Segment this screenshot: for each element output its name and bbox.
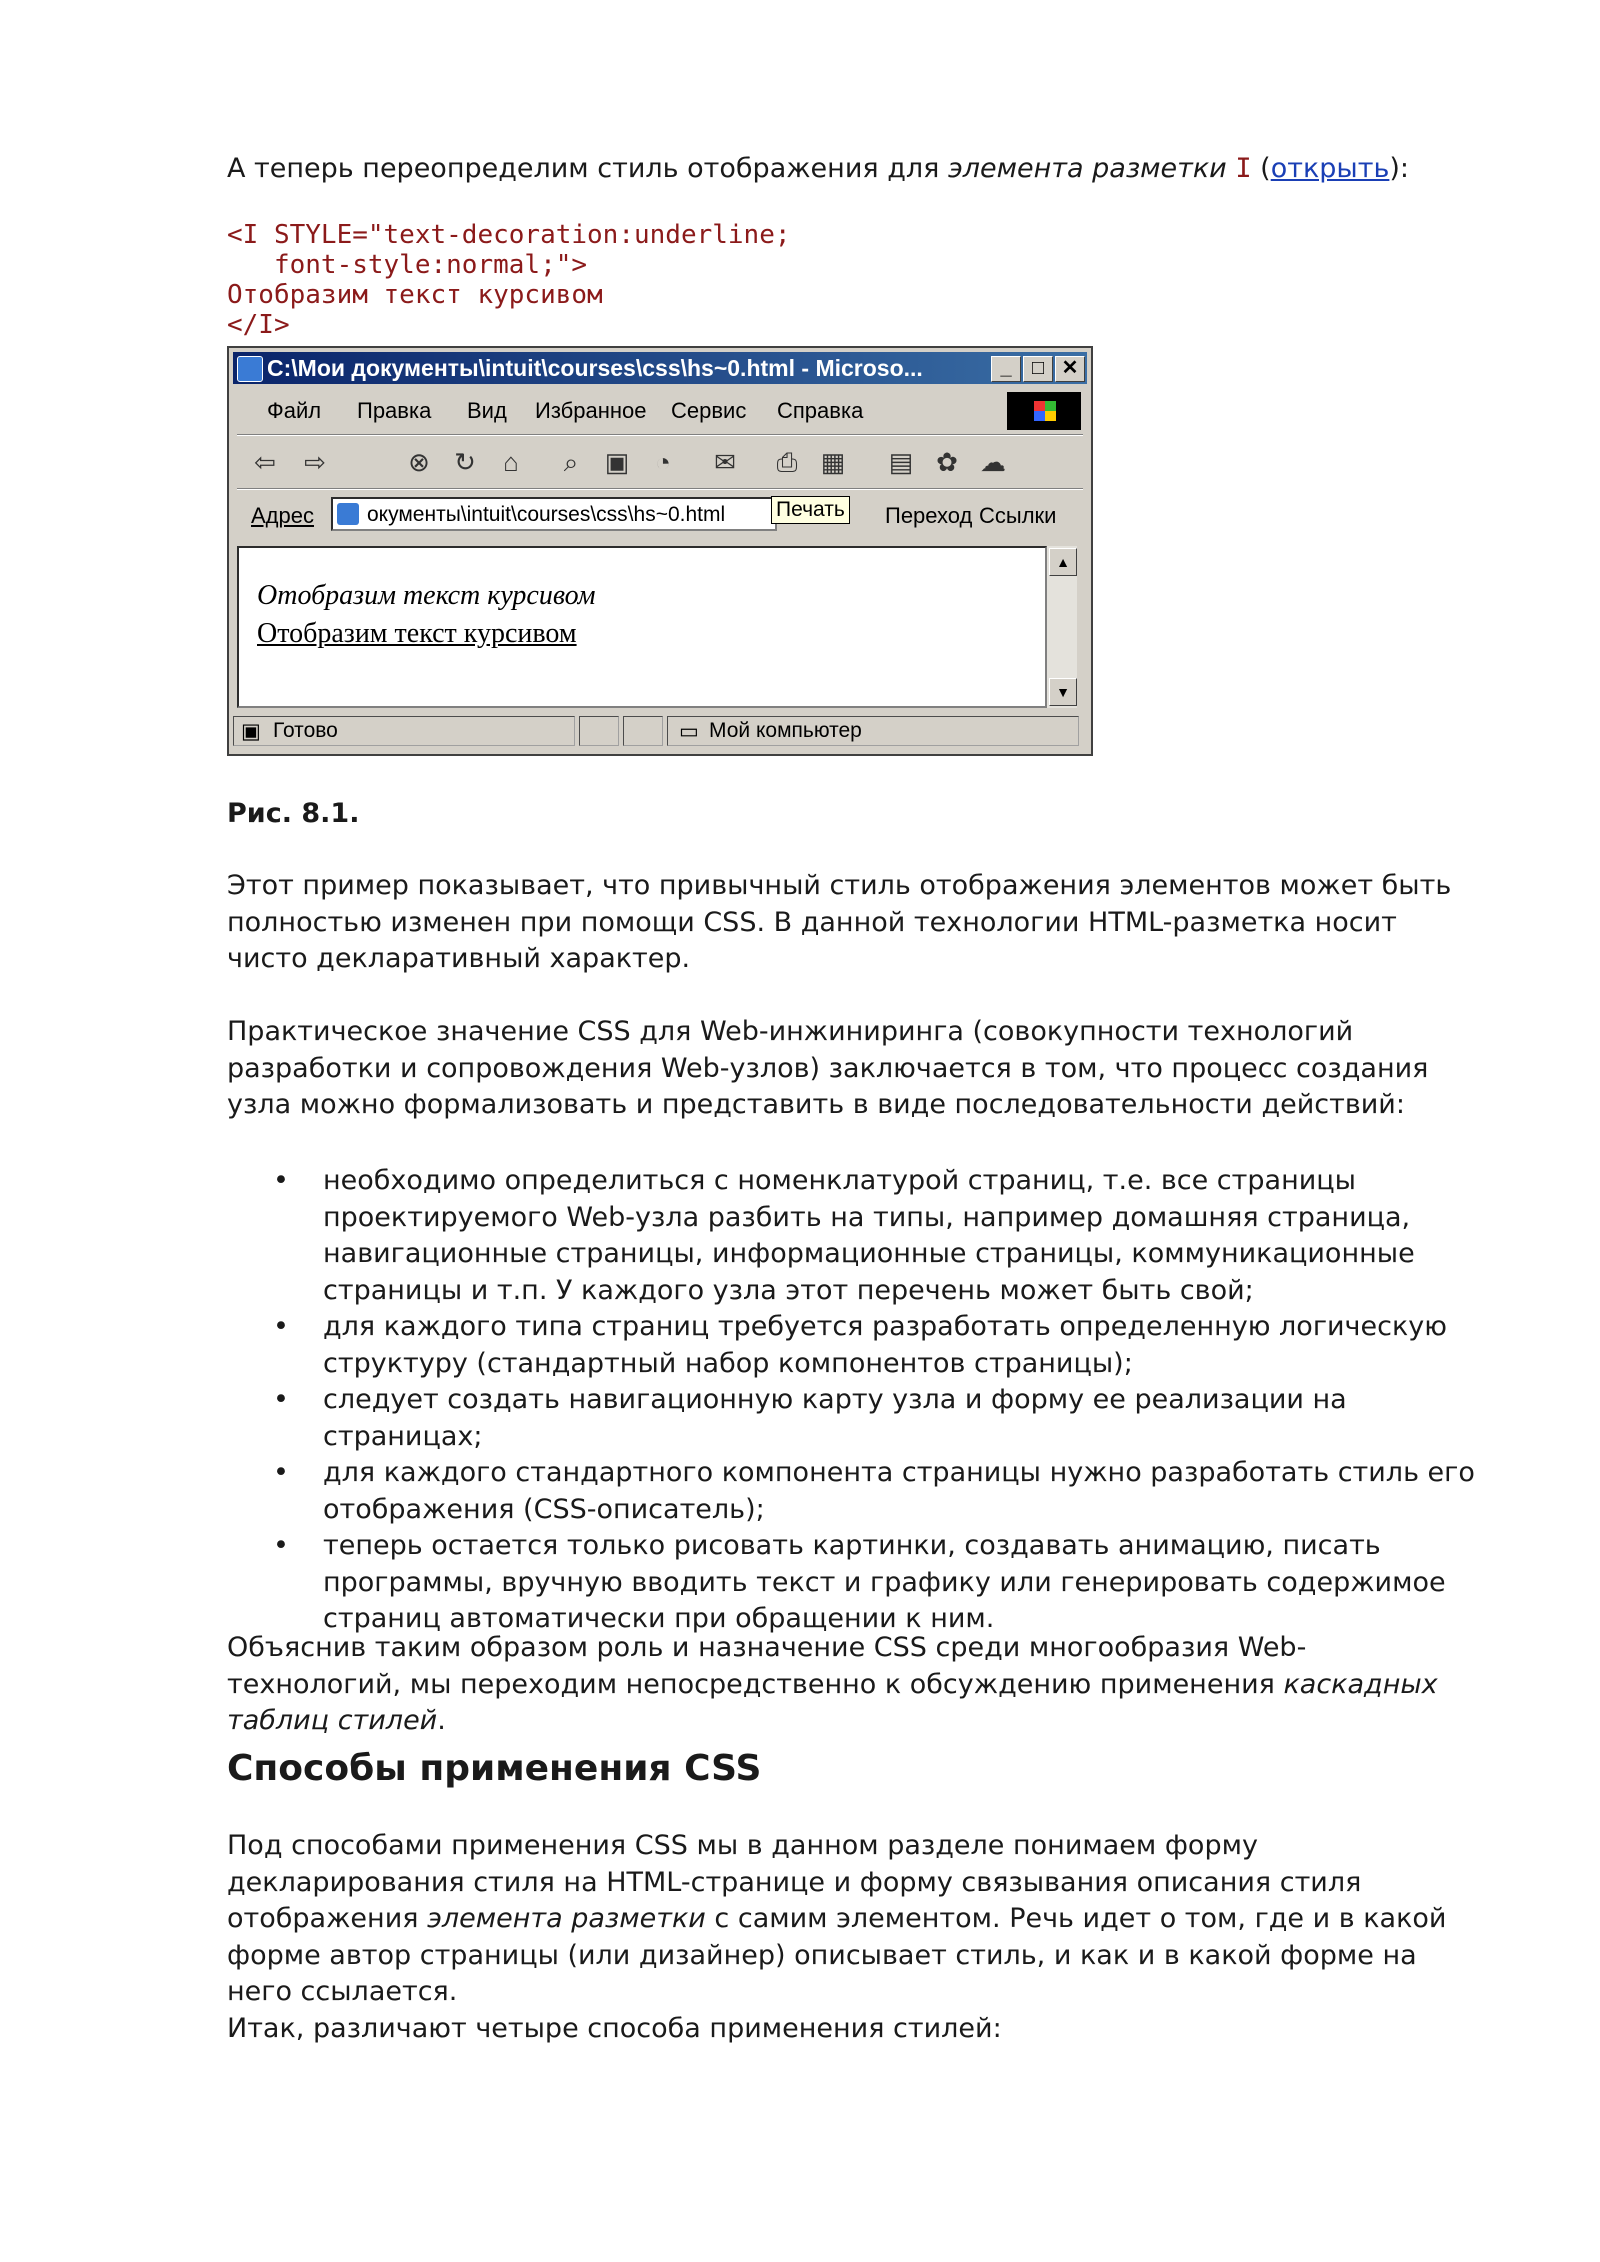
title-bar [233,352,1087,384]
content-underlined-line: Отобразим текст курсивом [257,618,577,649]
messenger-icon[interactable]: ✿ [936,447,958,477]
paragraph-4-end: с самим элементом. Речь идет о том, где и в какой форме автор страницы (или дизайнер) описывает стиль, и как и в какой форме на него ссылается. [227,1903,1447,2007]
divider [237,434,1083,436]
paragraph-1: Этот пример показывает, что привычный стиль отображения элементов может быть полностью изменен при помощи CSS. В данной технологии HTML-разметка носит чисто декларативный характер. [227,870,1452,974]
ie-icon [237,356,263,382]
list-item-text: для каждого типа страниц требуется разработать определенную логическую структуру (стандартный набор компонентов страницы); [323,1311,1447,1379]
favorites-icon[interactable]: ▣ [604,447,630,477]
refresh-icon[interactable]: ↻ [454,447,476,477]
menu-favorites[interactable]: Избранное [535,398,647,423]
bullet-icon: • [273,1530,289,1561]
links-button[interactable]: Ссылки [979,503,1057,528]
code-line: </I> [227,310,290,340]
chat-icon[interactable]: ☁ [980,447,1006,477]
list-item-text: следует создать навигационную карту узла и форму ее реализации на страницах; [323,1384,1347,1452]
search-icon[interactable]: ⌕ [563,447,579,477]
menu-tools[interactable]: Сервис [671,398,747,423]
intro-paren: ( [1251,153,1271,184]
history-icon[interactable]: ◔ [655,447,671,477]
scroll-down-icon[interactable]: ▼ [1049,678,1077,706]
minimize-button[interactable]: _ [991,356,1021,382]
code-line: Отобразим текст курсивом [227,280,603,310]
windows-logo-icon [1007,392,1081,430]
print-tooltip: Печать [771,496,850,524]
status-icon: ▣ [241,720,261,743]
status-text: Готово [273,719,338,742]
paragraph-4-text: Под способами применения CSS мы в данном разделе понимаем форму декларирования стиля на HTML-странице и форму связывания описания стиля отображения [227,1830,1362,1934]
address-value: окументы\intuit\courses\css\hs~0.html [367,503,726,526]
status-cell [579,716,619,746]
paragraph-3-text: Объяснив таким образом роль и назначение CSS среди многообразия Web-технологий, мы переходим непосредственно к обсуждению применения [227,1632,1307,1700]
forward-arrow-icon[interactable]: ⇨ [304,447,326,477]
browser-content [237,546,1047,708]
list-item [227,1455,1477,1528]
zone-text: Мой компьютер [709,719,862,742]
menu-view[interactable]: Вид [467,398,507,423]
paragraph-3-end: . [437,1705,446,1736]
intro-italic-term: элемента разметки [947,153,1227,184]
menu-help[interactable]: Справка [777,398,864,423]
figure-caption: Рис. 8.1. [227,798,360,829]
steps-list [227,1163,1477,1638]
section-heading: Способы применения CSS [227,1748,762,1789]
code-block [227,220,791,340]
intro-paragraph [227,151,1477,188]
scroll-up-icon[interactable]: ▲ [1049,548,1077,576]
print-icon[interactable]: ⎙ [776,447,798,477]
paragraph-4 [227,1828,1477,2011]
paragraph-3 [227,1630,1477,1740]
paragraph-3-italic: каскадных таблиц стилей [227,1668,1438,1736]
list-item [227,1309,1477,1382]
paragraph-2: Практическое значение CSS для Web-инжиниринга (совокупности технологий разработки и сопровождения Web-узлов) заключается в том, что процесс создания узла можно формализовать и представить в виде последовательности действий: [227,1016,1429,1120]
code-line: font-style:normal;"> [227,250,588,280]
edit-icon[interactable]: ▦ [820,447,846,477]
browser-window [227,346,1093,756]
intro-text: А теперь переопределим стиль отображения для [227,153,948,184]
bullet-icon: • [273,1457,289,1488]
bullet-icon: • [273,1165,289,1196]
status-cell [623,716,663,746]
bullet-icon: • [273,1384,289,1415]
page-icon [337,503,359,525]
paragraph-5: Итак, различают четыре способа применения стилей: [227,2013,1002,2044]
divider [237,488,1083,490]
content-italic-line: Отобразим текст курсивом [257,580,596,611]
code-line: <I STYLE="text-decoration:underline; [227,220,791,250]
intro-code-tag: I [1235,153,1252,184]
list-item-text: для каждого стандартного компонента страницы нужно разработать стиль его отображения (CSS-описатель); [323,1457,1475,1525]
menu-bar [237,390,1083,430]
computer-icon: ▭ [679,720,699,743]
stop-icon[interactable]: ⊗ [408,447,430,477]
list-item-text: теперь остается только рисовать картинки, создавать анимацию, писать программы, вручную вводить текст и графику или генерировать содержимое страниц автоматически при обращении к ним. [323,1530,1446,1634]
scrollbar[interactable] [1047,546,1077,708]
go-button[interactable]: Переход [885,503,973,528]
close-button[interactable]: ✕ [1055,356,1085,382]
list-item [227,1163,1477,1309]
list-item-text: необходимо определиться с номенклатурой страниц, т.е. все страницы проектируемого Web-узла разбить на типы, например домашняя страница, навигационные страницы, информационные страницы, коммуникационные страницы и т.п. У каждого узла этот перечень может быть свой; [323,1165,1415,1306]
list-item [227,1528,1477,1638]
back-arrow-icon[interactable]: ⇦ [254,447,276,477]
window-title: C:\Мои документы\intuit\courses\css\hs~0.html - Microso... [267,355,923,381]
toolbar [237,440,1083,486]
bullet-icon: • [273,1311,289,1342]
menu-file[interactable]: Файл [267,398,322,423]
intro-close: ): [1389,153,1410,184]
list-item [227,1382,1477,1455]
status-bar [233,714,1087,750]
discuss-icon[interactable]: ▤ [888,447,914,477]
open-example-link[interactable]: открыть [1270,153,1390,184]
address-bar [237,494,1083,536]
menu-edit[interactable]: Правка [357,398,432,423]
address-label: Адрес [251,503,314,528]
home-icon[interactable]: ⌂ [503,447,519,477]
paragraph-4-italic: элемента разметки [427,1903,706,1934]
maximize-button[interactable]: □ [1023,356,1053,382]
address-input[interactable] [331,497,777,531]
mail-icon[interactable]: ✉ [714,447,736,477]
